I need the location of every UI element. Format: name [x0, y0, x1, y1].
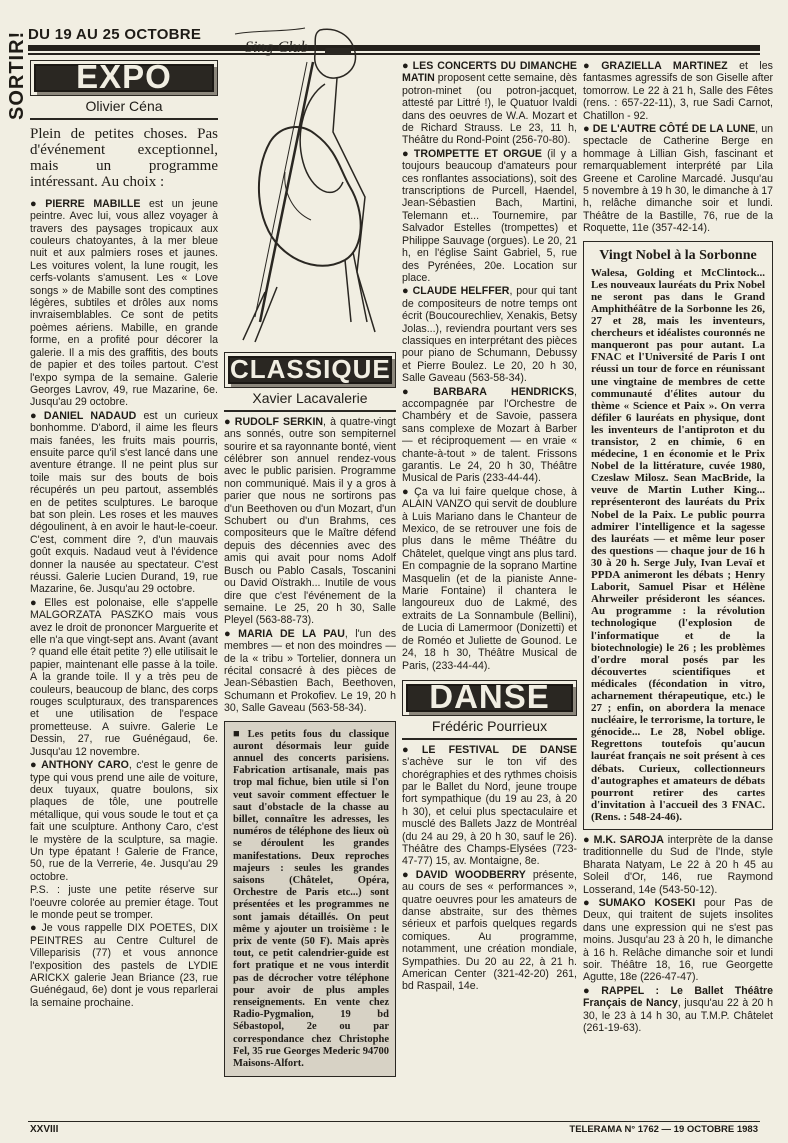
classique-item: ● CLAUDE HELFFER, pour qui tant de compositeurs de notre temps ont écrit (Boucourechliev, Xenakis, Betsy Jolas...), reviendra pourtant vers ses classiques en interprétant des pièces pour piano de Schumann, Debussy et Pierre Boulez. Le 20, 20 h 30, Salle Gaveau (563-58-34). — [402, 285, 577, 385]
classique-banner: CLASSIQUE — [230, 354, 391, 384]
bullet-icon: ● — [30, 759, 39, 772]
classique-item: ● RUDOLF SERKIN, à quatre-vingt ans sonnés, outre son sempiternel sourire et sa rayonnante bonté, vient célébrer son annuel rendez-vous avec le public parisien. Programme non communiqué. Mais il y a gros à parier que nous ne sortirons pas d'un Beethoven ou d'un Mozart, d'un Schubert ou d'un Brahms, ces compositeurs que le Maître défend depuis des décennies avec des amis qui avait pour noms Adolf Busch ou Pablo Casals, Toscanini ou David Oïstrakh... Inutile de vous dire que c'est l'événement de la semaine. Le 25, 20 h 30, Salle Pleyel (563-88-73). — [224, 415, 396, 627]
expo-item: ● DANIEL NADAUD est un curieux bonhomme. D'abord, il aime les fleurs mais fanées, les fruits mais pourris, ensuite parce qu'il s'est lancé dans une aventure étrange. Il ne peint plus sur toile mais sur des bouts de bois récupérés un peu partout, assemblés en de petites sculptures. Le baroque bat son plein. Les roses et les mauves dégoulinent, à en avoir le haut-le-coeur. C'est, comment dire ?, d'un mauvais goût exquis. Nadaud veut à l'évidence donner la nausée au spectateur. C'est réussi. Galerie Lucien Durand, 19, rue Mazarine, 6e. Jusqu'au 29 octobre. — [30, 409, 218, 596]
danse-item: ● DE L'AUTRE CÔTÉ DE LA LUNE, un spectacle de Catherine Berge en hommage à Lillian Gish, fascinant et remarquablement interprété par Lila Greene et Caroline Marcadé. Jusqu'au 5 novembre à 19 h 30, le dimanche à 17 h, relâche dimanche soir et lundi. Théâtre de la Bastille, 76, rue de la Roquette, 11e (357-42-14). — [583, 123, 773, 235]
danse-banner-frame — [402, 677, 577, 716]
danse-item: ● LE FESTIVAL DE DANSE s'achève sur le ton vif des chorégraphies et des rythmes choisis par le Ballet du Nord, jeune troupe fort sympathique (du 19 au 23, à 20 h 30), et celui plus spectaculaire et musclé des Ballets Jazz de Montréal (du 24 au 29, à 20 h 30, sauf le 26). Théâtre des Champs-Elysées (723-47-77) 15, av. Montaigne, 8e. — [402, 743, 577, 868]
bullet-icon: ● — [402, 743, 419, 756]
danse-item: ● M.K. SAROJA interprète de la danse traditionnelle du Sud de l'Inde, style Bharata Natyam, Le 22 à 20 h 45 au Soleil d'Or, 146, rue Raymond Losserand, 14e (543-50-12). — [583, 834, 773, 896]
expo-byline: Olivier Céna — [30, 100, 218, 119]
bullet-icon: ● — [402, 385, 431, 398]
bullet-icon: ● — [30, 922, 39, 935]
expo-column — [30, 60, 218, 1010]
bullet-icon: ● — [224, 627, 236, 640]
bullet-icon: ● — [583, 834, 591, 846]
expo-postscript: P.S. : juste une petite réserve sur l'oeuvre colorée au premier étage. Tout le monde peut se tromper. — [30, 884, 218, 921]
bullet-icon: ● — [402, 485, 412, 498]
nobel-box-title: Vingt Nobel à la Sorbonne — [599, 247, 757, 263]
danse-item: ● SUMAKO KOSEKI pour Pas de Deux, qui traitent de sujets insolites dans une expression qui ne s'est pas moins. Jusqu'au 23 à 20 h, le dimanche à 16 h. Relâche dimanche soir et lundi soir. Théâtre 18, 16, rue Georgette Agutte, 18e (226-47-47). — [583, 897, 773, 984]
classique-item: ● MARIA DE LA PAU, l'un des membres — et non des moindres — de la « tribu » Tortelier, donnera un récital consacré à des pièces de Jean-Sébastien Bach, Beethoven, Schumann et Prokofiev. Le 19, 20 h 30, Salle Gaveau (563-58-34). — [224, 627, 397, 715]
danse-banner: DANSE — [406, 684, 573, 712]
classique-item: ● TROMPETTE ET ORGUE (il y a toujours beaucoup d'amateurs pour ces ronflantes associations), soit des transcriptions de Purcell, Haendel, Jean-Sébastien Bach, Martini, Telemann et... Tournemire, par Salvador Estelles (trompettes) et Philippe Sauvage (orgues). Le 20, 21 h, en l'église Saint Gabriel, 5, rue des Pyrénées, 20e. Location sur place. — [402, 147, 577, 284]
bullet-icon: ● — [30, 409, 41, 422]
danse-sorbonne-column — [583, 60, 773, 1036]
section-label: SORTIR! — [6, 30, 28, 120]
expo-item: ● Je vous rappelle DIX POETES, DIX PEINTRES au Centre Culturel de Villeparisis (77) et vous annonce l'exposition des pastels de LYDIE ARICKX galerie Jean Briance (23, rue Guénégaud, 6e) dont je vous reparlerai la semaine prochaine. — [30, 922, 218, 1009]
nobel-sorbonne-box — [583, 241, 773, 830]
bullet-icon: ● — [583, 60, 599, 72]
danse-byline: Frédéric Pourrieux — [402, 720, 577, 739]
bullet-icon: ● — [402, 285, 410, 298]
footer-rule — [28, 1121, 760, 1122]
page-folio: XXVIII — [30, 1124, 59, 1135]
expo-banner-frame — [30, 60, 218, 96]
bullet-icon: ● — [30, 596, 42, 609]
classique-item: ● LES CONCERTS DU DIMANCHE MATIN proposent cette semaine, dès potron-minet (ou potron-jacquet, attesté par Littré !), le Quatuor Ivaldi dans des oeuvres de W.A. Mozart et de Richard Strauss. Le 23, 11 h, Théâtre du Rond-Point (256-70-80). — [402, 60, 577, 147]
concert-guide-box: ■ Les petits fous du classique auront désormais leur guide annuel des concerts parisiens. Fabrication artisanale, mais pas trop mal fichue, bien utile si l'on veut savoir comment effectuer le saut d'obstacle de la chasse au billet, connaître les adresses, les numéros de téléphone des lieux où se déroulent les grandes manifestations. Deux reproches majeurs : seules les grandes saisons (Châtelet, Opéra, Orchestre de Paris etc...) sont présentées et les programmes ne sont jamais détaillés. On peut même y ajouter un troisième : le prix de vente (50 F). Mais après tout, ce petit calendrier-guide est fort pratique et ne vous interdit pas de décrocher votre téléphone pour avoir de plus amples renseignements. En vente chez Radio-Pygmalion, 19 bd Sébastopol, 2e ou par correspondance chez Christophe Fel, 35 rue Georges Mederic 94700 Maisons-Alfort. — [224, 721, 396, 1078]
expo-item: ● Elles est polonaise, elle s'appelle MALGORZATA PASZKO mais vous avez le droit de prononcer Marguerite et elle n'a que vingt-sept ans. Avant (avant ? quand elle était petite ?) elle utilisait le papier, maintenant elle passe à la toile. A la grande toile. Il y a très peu de couleurs, beaucoup de blanc, des corps rouges sculpturaux, des transparences et une utilisation de l'espace prometteuse. A suivre. Galerie Le Dessin, 27, rue Guénégaud, 6e. Jusqu'au 12 novembre. — [30, 596, 218, 758]
expo-item: ● ANTHONY CARO, c'est le genre de type qui vous prend une aile de voiture, deux tuyaux, quatre boulons, six plaques de tôle, une poutrelle métallique, qui vous soude le tout et ça fait une sculpture. Anthony Caro, c'est le mystère de la sculpture, sa magie. Un type épatant ! Galerie de France, 50, rue de la Verrerie, 4e. Jusqu'au 29 octobre. — [30, 759, 218, 883]
bullet-icon: ● — [583, 984, 599, 997]
masthead-date: TELERAMA N° 1762 — 19 OCTOBRE 1983 — [569, 1124, 758, 1135]
double-bass-player-illustration — [225, 22, 395, 352]
classique-banner-frame — [224, 352, 396, 388]
danse-item: ● GRAZIELLA MARTINEZ et les fantasmes agressifs de son Giselle after tomorrow. Le 22 à 21 h, Salle des Fêtes (rens. : 657-22-11), 3, rue Sadi Carnot, Chatillon - 92. — [583, 60, 773, 122]
square-bullet-icon: ■ — [233, 727, 245, 740]
bullet-icon: ● — [402, 868, 413, 881]
nobel-box-body: Walesa, Golding et McClintock... Les nouveaux lauréats du Prix Nobel ne seront pas dans le Grand Amphithéâtre de la Sorbonne les 26, 27 et 28, mais les inventeurs, chercheurs et idéalistes couronnés ne manqueront pas pour autant. La FNAC et l'Université de Paris I ont réussi un tour de force en réunissant une vingtaine de membres de cette communauté d'élites autour du thème « Science et Paix ». On verra défiler 6 lauréats en physique, dont les inventeurs de l'antiproton et du transistor, 2 en chimie, 6 en médecine, 1 en économie et le Prix Nobel de la littérature, cuvée 1980, Czeslaw Milosz. Sean MacBride, la veuve de Martin Luther King... représenteront des lauréats du Prix Nobel de la Paix. Le public pourra admirer l'intelligence et la sagesse des lauréats — et même leur poser des questions — chaque jour de 16 h 30 à 20 h. Serge July, Ivan Levaï et PPDA animeront les débats ; Henry Laborit, Samuel Pisar et Hélène Ahrweiler présideront les séances. Au programme : la révolution technologique (l'explosion de l'informatique et de la biotechnologie) le 26 ; les problèmes d'ordre moral posés par les découvertes scientifiques et médicales (fécondation in vitro, acharnement thérapeutique, etc.) le 27 ; enfin, on abordera la menace nucléaire, le terrorisme, la torture, le génocide... Le 28, Nobel oblige. Regrettons toutefois qu'aucun lauréat français ne soit présent à ces débats. Curieux, collectionneurs d'autographes et amateurs de débats pourront retirer des cartes d'invitation à l'accueil des 3 FNAC. (Rens. : 548-24-46). — [591, 266, 765, 823]
issue-dates: DU 19 AU 25 OCTOBRE — [28, 26, 202, 43]
bullet-icon: ● — [402, 147, 411, 160]
bullet-icon: ● — [224, 415, 232, 428]
classique-column — [224, 352, 396, 1077]
bullet-icon: ● — [30, 197, 43, 210]
classique-byline: Xavier Lacavalerie — [224, 392, 396, 411]
bullet-icon: ● — [402, 60, 410, 72]
danse-item: ● RAPPEL : Le Ballet Théâtre Français de Nancy, jusqu'au 22 à 20 h 30, le 23 à 14 h 30, au T.M.P. Châtelet (261-19-63). — [583, 984, 773, 1035]
expo-banner: EXPO — [34, 64, 214, 92]
classique-item: ● Ça va lui faire quelque chose, à ALAIN VANZO qui servit de doublure à Luis Mariano dans le Chanteur de Mexico, de se retrouver une fois de plus dans le même Théâtre du Châtelet, quelque vingt ans plus tard. En compagnie de la soprano Martine Masquelin (et de la pianiste Anne-Marie Fontaine) il chantera le langoureux duo de Lakmé, des extraits de La Sonnambule (Bellini), de Lucia di Lamermoor (Donizetti) et de Roméo et Juliette de Gounod. Le 24, 18 h 30, Théâtre Musical de Paris, (233-44-44). — [402, 485, 578, 672]
bullet-icon: ● — [583, 897, 596, 910]
expo-intro: Plein de petites choses. Pas d'événement exceptionnel, mais un programme intéressant. Au choix : — [30, 125, 218, 190]
danse-item: ● DAVID WOODBERRY présente, au cours de ses « performances », quatre oeuvres pour les amateurs de danse abstraite, sur des thèmes sérieux et parfois quelques regards comiques. Au programme, notamment, une création mondiale, Sympathies. Du 20 au 22, à 21 h. American Center (321-42-20) 261, bd Raspail, 14e. — [402, 868, 577, 993]
classique-danse-column — [402, 60, 577, 994]
illustration-caption: Sing Club — [245, 39, 309, 56]
classique-item: ● BARBARA HENDRICKS, accompagnée par l'Orchestre de Chambéry et de Savoie, passera sans complexe de Mozart à Barber — et réciproquement — en vraie « chante-à-tout » de talent. Frissons garantis. Le 24, 20 h 30, Théâtre Musical de Paris (233-44-44). — [402, 385, 577, 485]
bullet-icon: ● — [583, 123, 590, 136]
expo-item: ● PIERRE MABILLE est un jeune peintre. Avec lui, vous allez voyager à travers des paysages tropicaux aux couleurs chatoyantes, à la mer bleue nuit et aux palmiers roses et jaunes. Les voitures volent, la lune rougit, les cerfs-volants s'amusent. Les « Love songs » de Mabille sont des comptines légères, subtiles et drôles aux noms invraisemblables. Ce sont de petits poèmes aériens. Mabille, en grande forme, en a profité pour décorer la galerie. Il a mis des graffitis, des bouts de papier et des toiles partout. C'est l'expo sympa de la semaine. Galerie Georges Lavrov, 49, rue Mazarine, 6e. Jusqu'au 29 octobre. — [30, 197, 218, 409]
